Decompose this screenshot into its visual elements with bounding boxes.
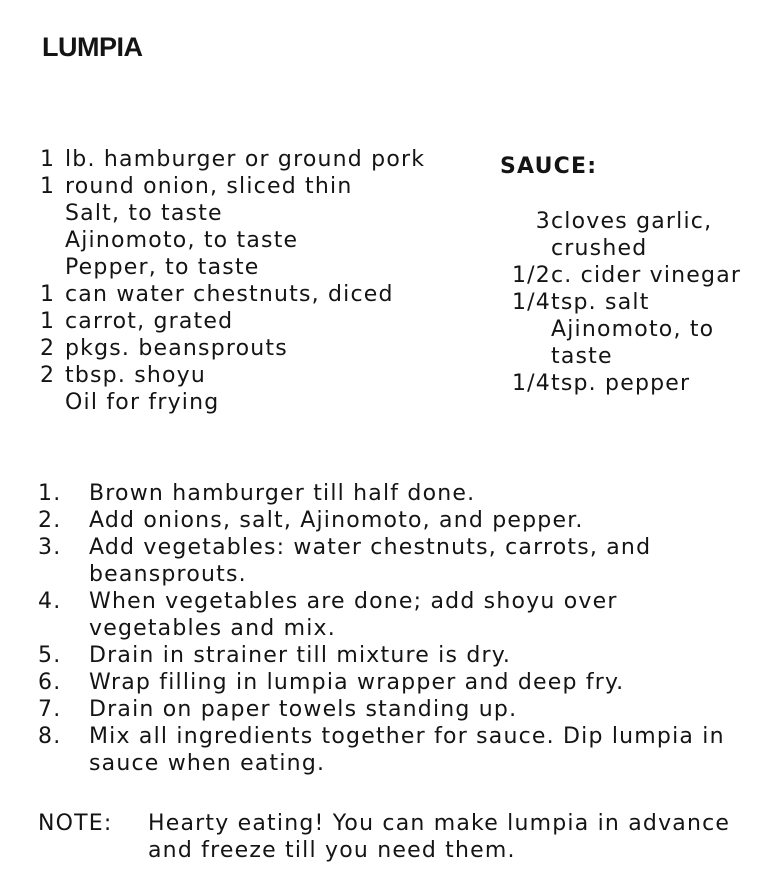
step-item <box>38 507 738 534</box>
step-item <box>38 588 738 642</box>
sauce-ingredient-name: c. cider vinegar <box>551 263 742 288</box>
recipe-note <box>38 810 738 864</box>
ingredient-name: tbsp. shoyu <box>65 363 207 388</box>
ingredient-item <box>40 200 490 227</box>
ingredient-quantity: 1 <box>40 282 56 307</box>
sauce-heading: SAUCE: <box>500 154 598 179</box>
ingredient-quantity <box>40 227 65 254</box>
step-number: 2. <box>38 508 62 533</box>
ingredient-name: pkgs. beansprouts <box>65 336 288 361</box>
ingredient-item <box>40 389 490 416</box>
sauce-ingredient-quantity: 1/2 <box>511 263 551 288</box>
sauce-ingredient-name: tsp. pepper <box>551 371 691 396</box>
step-text: Add vegetables: water chestnuts, carrots, and beansprouts. <box>89 535 652 587</box>
step-number: 7. <box>38 697 62 722</box>
ingredient-name: carrot, grated <box>65 309 234 334</box>
ingredient-quantity <box>40 200 65 227</box>
note-label: NOTE: <box>38 811 113 836</box>
step-text: Brown hamburger till half done. <box>89 481 476 506</box>
ingredient-item <box>40 173 490 200</box>
ingredient-name: Pepper, to taste <box>65 255 260 280</box>
recipe-title: LUMPIA <box>42 32 143 62</box>
step-item <box>38 696 738 723</box>
step-number: 3. <box>38 535 62 560</box>
ingredient-quantity: 1 <box>40 309 56 334</box>
ingredient-quantity: 1 <box>40 147 56 172</box>
note-text: Hearty eating! You can make lumpia in advance and freeze till you need them. <box>148 811 731 863</box>
step-text: Drain on paper towels standing up. <box>89 697 518 722</box>
instruction-steps <box>38 480 738 777</box>
ingredient-name: Salt, to taste <box>65 201 223 226</box>
ingredient-quantity: 2 <box>40 363 56 388</box>
step-number: 4. <box>38 589 62 614</box>
sauce-ingredient-quantity <box>500 316 551 370</box>
step-text: Mix all ingredients together for sauce. Dip lumpia in sauce when eating. <box>89 724 725 776</box>
step-text: Add onions, salt, Ajinomoto, and pepper. <box>89 508 584 533</box>
sauce-ingredient-item <box>500 208 760 262</box>
step-text: Wrap filling in lumpia wrapper and deep fry. <box>89 670 625 695</box>
sauce-ingredient-item <box>500 316 760 370</box>
step-item <box>38 669 738 696</box>
step-number: 1. <box>38 481 62 506</box>
sauce-ingredient-list <box>500 208 760 397</box>
ingredient-quantity <box>40 389 65 416</box>
ingredient-item <box>40 281 490 308</box>
ingredient-quantity <box>40 254 65 281</box>
step-number: 6. <box>38 670 62 695</box>
step-number: 5. <box>38 643 62 668</box>
step-text: When vegetables are done; add shoyu over vegetables and mix. <box>89 589 618 641</box>
ingredient-item <box>40 362 490 389</box>
ingredient-name: Ajinomoto, to taste <box>65 228 299 253</box>
sauce-ingredient-quantity: 3 <box>535 209 551 234</box>
ingredient-quantity: 1 <box>40 174 56 199</box>
ingredient-item <box>40 227 490 254</box>
sauce-ingredient-item <box>500 262 760 289</box>
ingredient-quantity: 2 <box>40 336 56 361</box>
ingredient-item <box>40 146 490 173</box>
sauce-ingredient-name: cloves garlic, crushed <box>551 209 713 261</box>
ingredient-name: lb. hamburger or ground pork <box>65 147 426 172</box>
sauce-ingredient-quantity: 1/4 <box>511 290 551 315</box>
step-item <box>38 534 738 588</box>
step-number: 8. <box>38 724 62 749</box>
ingredient-name: Oil for frying <box>65 390 220 415</box>
step-item <box>38 642 738 669</box>
step-text: Drain in strainer till mixture is dry. <box>89 643 512 668</box>
step-item <box>38 723 738 777</box>
sauce-ingredient-quantity: 1/4 <box>511 371 551 396</box>
step-item <box>38 480 738 507</box>
ingredient-name: can water chestnuts, diced <box>65 282 394 307</box>
sauce-ingredient-name: Ajinomoto, to taste <box>551 317 715 369</box>
sauce-ingredient-item <box>500 289 760 316</box>
ingredient-item <box>40 308 490 335</box>
ingredient-name: round onion, sliced thin <box>65 174 353 199</box>
ingredient-item <box>40 254 490 281</box>
ingredient-item <box>40 335 490 362</box>
sauce-ingredient-name: tsp. salt <box>551 290 650 315</box>
sauce-ingredient-item <box>500 370 760 397</box>
ingredient-list <box>40 146 490 416</box>
